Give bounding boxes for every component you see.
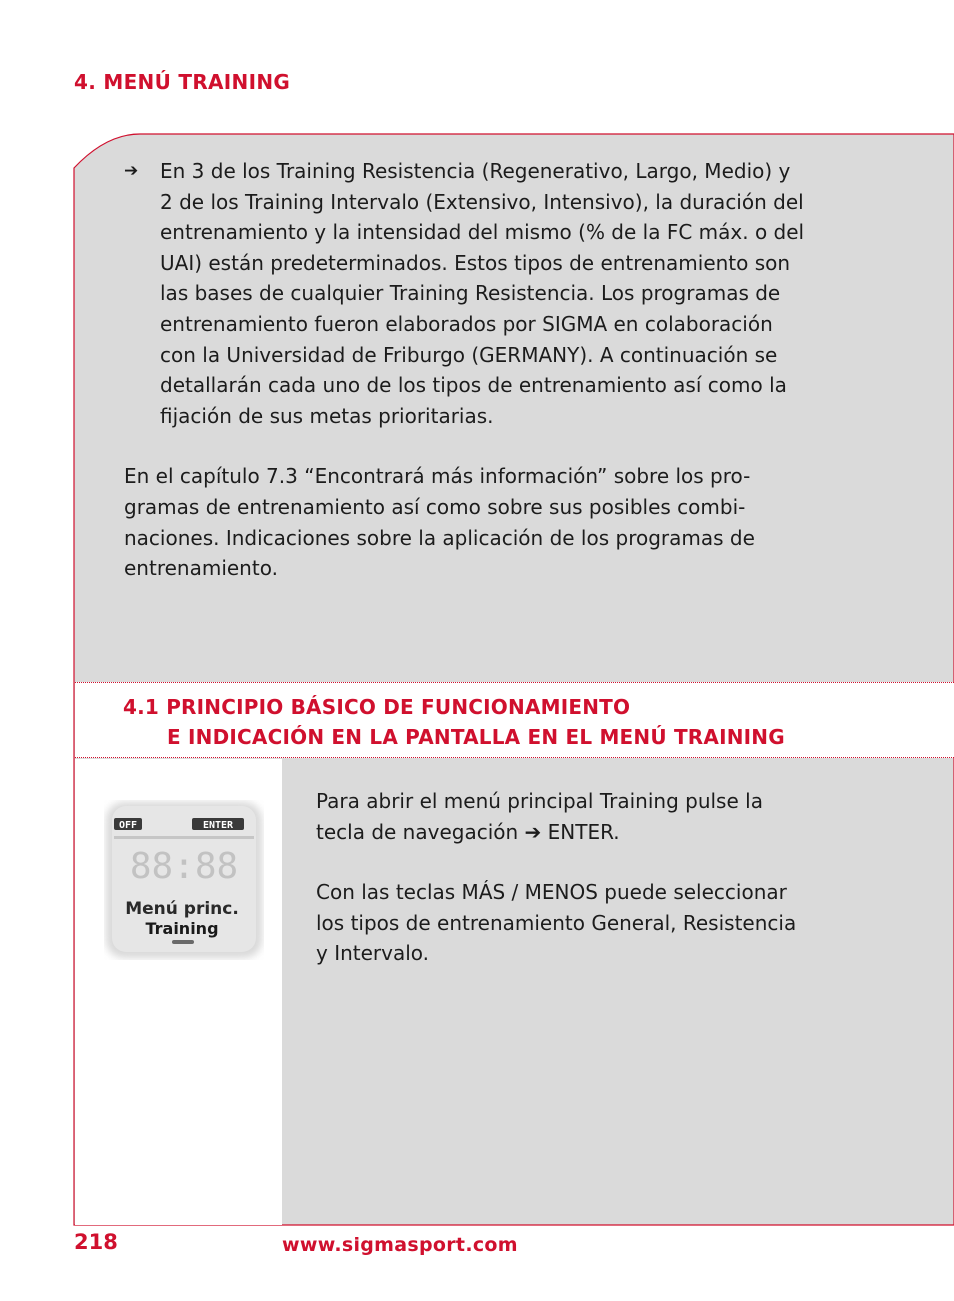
chapter-title: 4. MENÚ TRAINING xyxy=(74,70,291,94)
display-line1: Menú princ. xyxy=(125,899,239,919)
website-link[interactable]: www.sigmasport.com xyxy=(282,1234,518,1256)
paragraph-line: naciones. Indicaciones sobre la aplicación de los programas de xyxy=(124,525,755,550)
bullet-line: detallarán cada uno de los tipos de entrenamiento así como la xyxy=(160,373,787,398)
instruction-line: y Intervalo. xyxy=(316,941,430,966)
enter-label: ENTER xyxy=(202,820,234,831)
instruction-line: Con las teclas MÁS / MENOS puede seleccionar xyxy=(316,880,787,905)
off-label: OFF xyxy=(118,820,138,831)
instructions-paragraph-2 xyxy=(316,877,836,969)
paragraph-line: En el capítulo 7.3 “Encontrará más información” sobre los pro- xyxy=(124,464,751,489)
bullet-line: las bases de cualquier Training Resistencia. Los programas de xyxy=(160,281,781,306)
intro-text xyxy=(124,156,844,584)
page-number: 218 xyxy=(74,1230,118,1254)
paragraph-line: gramas de entrenamiento así como sobre sus posibles combi- xyxy=(124,494,746,519)
display-line2: Training xyxy=(145,919,219,938)
arrow-right-icon: ➔ xyxy=(124,161,139,181)
bullet-line: En 3 de los Training Resistencia (Regenerativo, Largo, Medio) y xyxy=(160,159,791,183)
instructions-text xyxy=(316,786,836,969)
section-title-line2: E INDICACIÓN EN LA PANTALLA EN EL MENÚ TRAINING xyxy=(167,725,785,749)
instructions-paragraph-1 xyxy=(316,786,836,847)
instruction-line: Para abrir el menú principal Training pulse la xyxy=(316,789,763,813)
bullet-line: entrenamiento fueron elaborados por SIGMA en colaboración xyxy=(160,311,773,336)
section-title-line1: 4.1 PRINCIPIO BÁSICO DE FUNCIONAMIENTO xyxy=(123,695,631,719)
bullet-line: UAI) están predeterminados. Estos tipos de entrenamiento son xyxy=(160,250,791,275)
bullet-line: 2 de los Training Intervalo (Extensivo, Intensivo), la duración del xyxy=(160,189,804,214)
time-digits: 88:88 xyxy=(129,846,239,887)
paragraph-line: entrenamiento. xyxy=(124,556,278,581)
section-header-band xyxy=(75,682,954,758)
watch-display-icon xyxy=(104,800,264,960)
bullet-line: con la Universidad de Friburgo (GERMANY). A continuación se xyxy=(160,342,778,367)
instruction-line: tecla de navegación ➔ ENTER. xyxy=(316,819,620,844)
info-paragraph xyxy=(124,461,844,583)
bullet-line: fijación de sus metas prioritarias. xyxy=(160,403,494,428)
section-title xyxy=(123,692,785,752)
instruction-line: los tipos de entrenamiento General, Resistencia xyxy=(316,910,797,935)
bullet-item xyxy=(124,156,844,431)
bullet-line: entrenamiento y la intensidad del mismo (% de la FC máx. o del xyxy=(160,220,805,245)
